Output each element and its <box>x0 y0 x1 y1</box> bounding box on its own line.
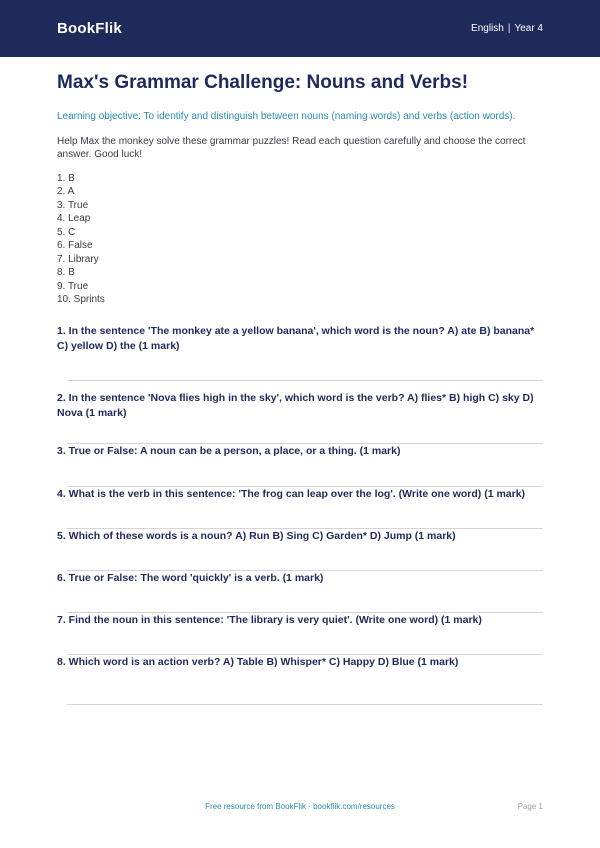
question-text: 6. True or False: The word 'quickly' is a verb. (1 mark) <box>57 572 324 585</box>
page-header <box>0 0 600 57</box>
question-text: 7. Find the noun in this sentence: 'The library is very quiet'. (Write one word) (1 mark) <box>57 614 482 627</box>
answer-item: 2. A <box>57 186 75 197</box>
answer-item: 5. C <box>57 226 76 238</box>
question-block <box>57 391 543 444</box>
answer-item: 7. Library <box>57 253 99 265</box>
answer-line[interactable] <box>67 380 543 381</box>
subject-label: English <box>471 23 504 34</box>
year-label: Year 4 <box>514 23 543 34</box>
footer-link[interactable]: Free resource from BookFlik · bookflik.com/resources <box>205 802 395 811</box>
question-block <box>57 655 543 704</box>
answer-item: 10. Sprints <box>57 294 105 305</box>
question-text: 5. Which of these words is a noun? A) Run B) Sing C) Garden* D) Jump (1 mark) <box>57 529 456 542</box>
answer-item: 8. B <box>57 267 75 278</box>
question-block <box>57 324 543 381</box>
header-meta <box>471 23 543 34</box>
question-block <box>57 444 543 486</box>
page-number: Page 1 <box>517 802 543 811</box>
answer-item: 3. True <box>57 199 89 211</box>
worksheet-content <box>0 69 600 705</box>
page-title: Max's Grammar Challenge: Nouns and Verbs! <box>57 72 469 93</box>
intro-text: Help Max the monkey solve these grammar puzzles! Read each question carefully and choose the correct answer. Good luck! <box>57 135 526 160</box>
question-text: 2. In the sentence 'Nova flies high in the sky', which word is the verb? A) flies* B) high C) sky D) Nova (1 mark) <box>57 391 534 420</box>
question-text: 3. True or False: A noun can be a person, a place, or a thing. (1 mark) <box>57 445 401 458</box>
learning-objective: Learning objective: To identify and distinguish between nouns (naming words) and verbs (action words). <box>57 110 516 122</box>
brand-logo[interactable]: BookFlik <box>57 20 122 37</box>
question-list <box>57 324 543 705</box>
answer-item: 4. Leap <box>57 213 91 224</box>
answer-line[interactable] <box>67 704 543 705</box>
question-text: 1. In the sentence 'The monkey ate a yellow banana', which word is the noun? A) ate B) banana* C) yellow D) the (1 mark) <box>57 324 535 352</box>
question-block <box>57 529 543 571</box>
answer-item: 1. B <box>57 172 75 184</box>
question-text: 4. What is the verb in this sentence: 'The frog can leap over the log'. (Write one word) (1 mark) <box>57 487 526 500</box>
question-block <box>57 613 543 655</box>
question-text: 8. Which word is an action verb? A) Table B) Whisper* C) Happy D) Blue (1 mark) <box>57 656 459 669</box>
answer-item: 6. False <box>57 240 93 251</box>
answer-item: 9. True <box>57 280 89 292</box>
question-block <box>57 487 543 529</box>
question-block <box>57 571 543 613</box>
answer-list <box>57 172 543 307</box>
meta-separator: | <box>507 23 511 34</box>
